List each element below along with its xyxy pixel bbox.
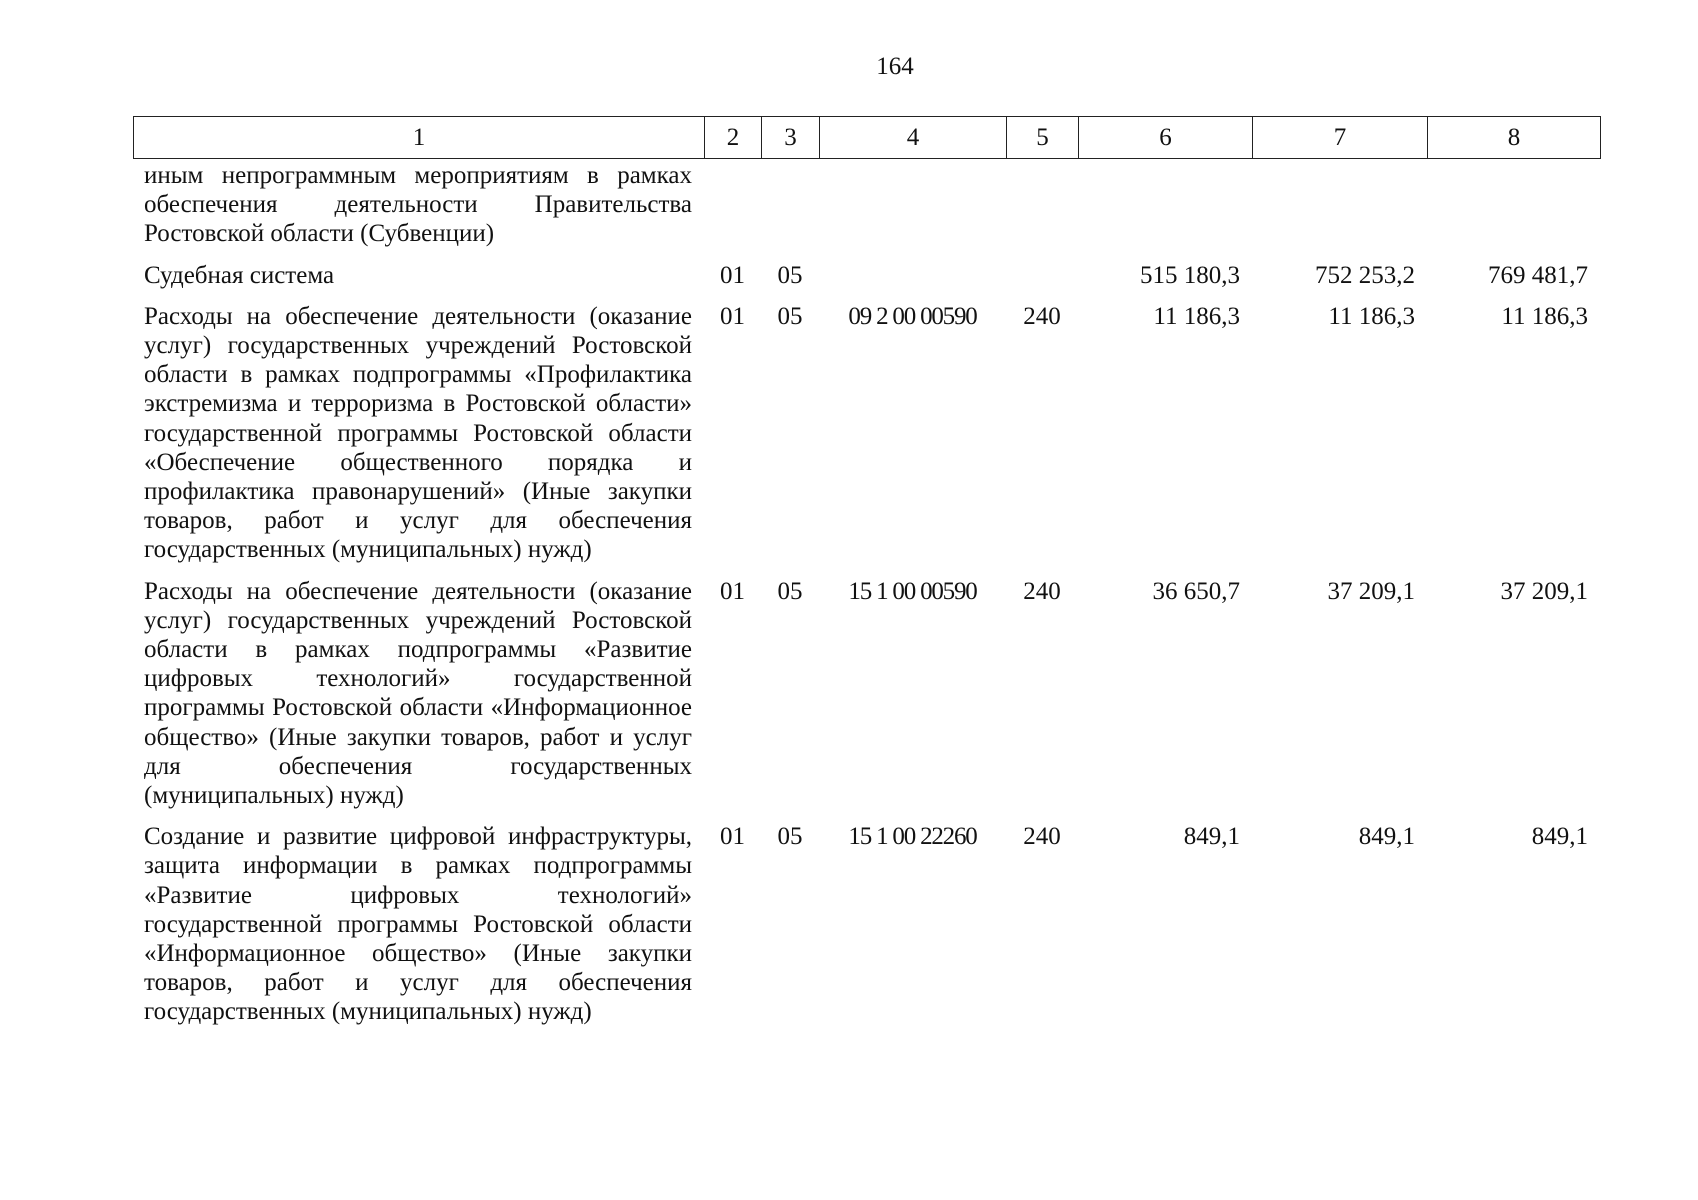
row-target-article [819, 261, 1006, 302]
column-header-5: 5 [1007, 117, 1079, 159]
row-target-article: 15 1 00 00590 [848, 577, 977, 605]
row-subsection-code: 05 [777, 261, 803, 289]
table-row [133, 302, 1600, 577]
row-description: Расходы на обеспечение деятельности (оказание услуг) государственных учреждений Ростовской области в рамках подпрограммы «Развитие цифровых технологий» государственной программы Ростовской области «Информационное общество» (Иные закупки товаров, работ и услуг для обеспечения государственных (муниципальных) нужд) [144, 577, 692, 810]
row-expense-type [1006, 161, 1078, 261]
column-header-7: 7 [1253, 117, 1428, 159]
row-amount-1: 515 180,3 [1140, 261, 1240, 289]
row-section-code [704, 161, 761, 261]
row-subsection-code: 05 [777, 823, 803, 851]
row-section-code: 01 [720, 577, 745, 605]
row-amount-3 [1427, 161, 1600, 261]
row-description: иным непрограммным мероприятиям в рамках обеспечения деятельности Правительства Ростовской области (Субвенции) [144, 162, 692, 248]
row-section-code: 01 [720, 261, 745, 289]
row-amount-3: 769 481,7 [1488, 261, 1588, 289]
row-target-article: 15 1 00 22260 [848, 823, 977, 851]
table-row [133, 161, 1600, 261]
row-expense-type: 240 [1023, 302, 1061, 330]
column-header-8: 8 [1428, 117, 1601, 159]
row-amount-2: 11 186,3 [1328, 302, 1415, 330]
page-number: 164 [876, 53, 914, 80]
row-section-code: 01 [720, 823, 745, 851]
row-subsection-code: 05 [777, 577, 803, 605]
row-amount-1: 11 186,3 [1153, 302, 1240, 330]
row-description: Создание и развитие цифровой инфраструктуры, защита информации в рамках подпрограммы «Развитие цифровых технологий» государственной программы Ростовской области «Информационное общество» (Иные закупки товаров, работ и услуг для обеспечения государственных (муниципальных) нужд) [144, 823, 692, 1026]
row-target-article: 09 2 00 00590 [848, 302, 977, 330]
budget-table [133, 161, 1600, 1027]
column-number-row [134, 117, 1601, 159]
row-amount-3: 37 209,1 [1500, 577, 1588, 605]
column-header-3: 3 [762, 117, 820, 159]
row-expense-type [1006, 261, 1078, 302]
row-subsection-code: 05 [777, 302, 803, 330]
column-header-1: 1 [134, 117, 705, 159]
column-header-table [133, 116, 1601, 159]
row-section-code: 01 [720, 302, 745, 330]
column-header-4: 4 [820, 117, 1007, 159]
row-amount-2 [1252, 161, 1427, 261]
row-description: Судебная система [144, 261, 335, 289]
table-row [133, 822, 1600, 1026]
row-expense-type: 240 [1023, 823, 1061, 851]
row-subsection-code [761, 161, 819, 261]
row-amount-3: 11 186,3 [1501, 302, 1588, 330]
row-amount-3: 849,1 [1531, 823, 1588, 851]
row-description: Расходы на обеспечение деятельности (оказание услуг) государственных учреждений Ростовской области в рамках подпрограммы «Профилактика экстремизма и терроризма в Ростовской области» государственной программы Ростовской области «Обеспечение общественного порядка и профилактика правонарушений» (Иные закупки товаров, работ и услуг для обеспечения государственных (муниципальных) нужд) [144, 302, 692, 564]
row-amount-2: 752 253,2 [1315, 261, 1415, 289]
row-expense-type: 240 [1023, 577, 1061, 605]
table-row [133, 577, 1600, 823]
row-amount-2: 849,1 [1358, 823, 1415, 851]
table-row [133, 261, 1600, 302]
column-header-6: 6 [1079, 117, 1253, 159]
column-header-2: 2 [705, 117, 762, 159]
row-amount-2: 37 209,1 [1327, 577, 1415, 605]
row-amount-1: 849,1 [1183, 823, 1240, 851]
row-target-article [819, 161, 1006, 261]
row-amount-1: 36 650,7 [1152, 577, 1240, 605]
row-amount-1 [1078, 161, 1252, 261]
